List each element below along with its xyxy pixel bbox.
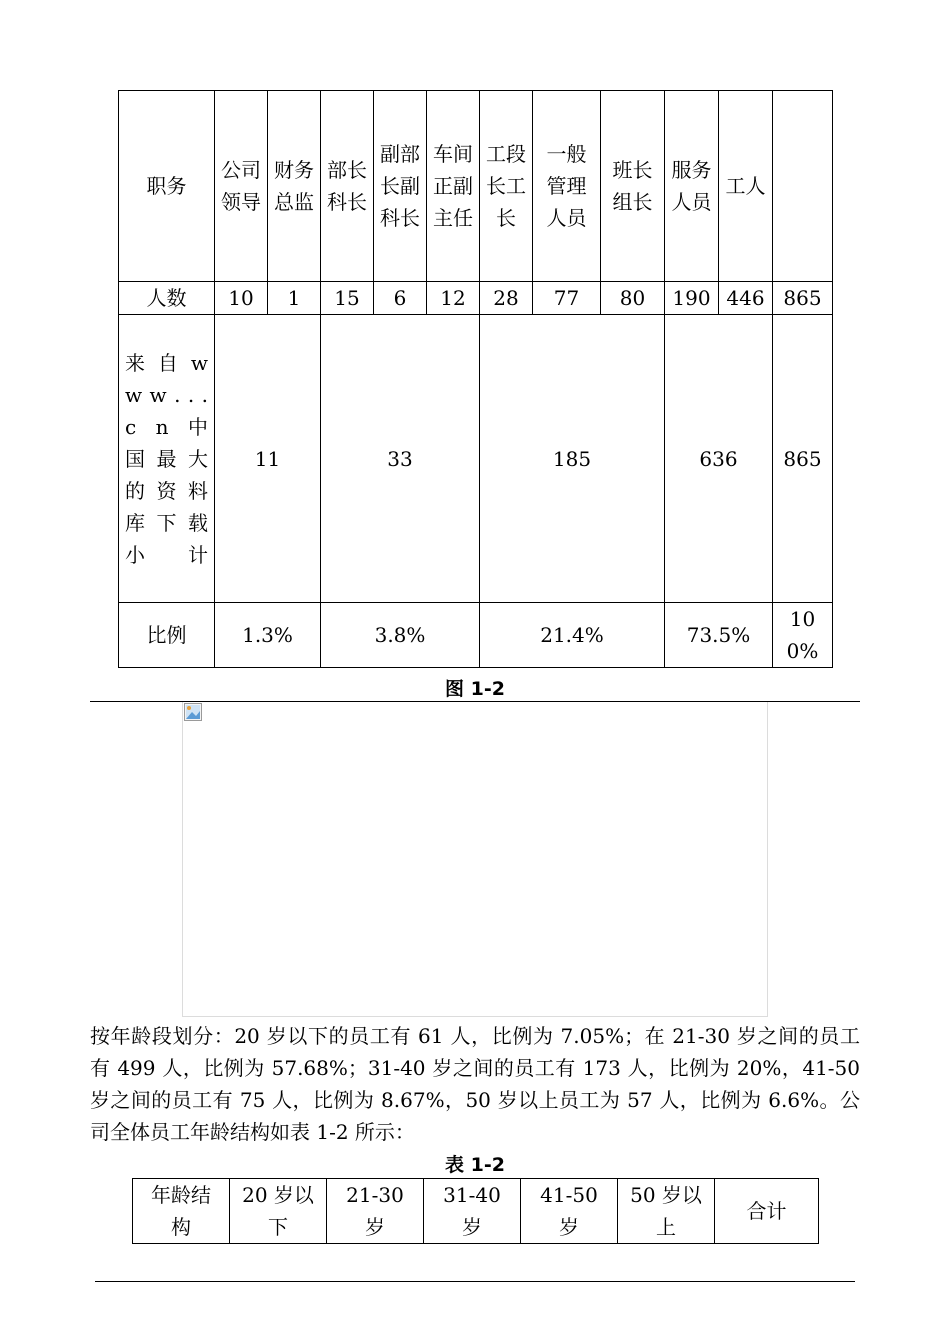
count-cell: 10 bbox=[215, 282, 268, 315]
age-structure-table bbox=[132, 1178, 819, 1244]
ratio-cell: 3.8% bbox=[321, 603, 480, 668]
position-cell: 工人 bbox=[719, 91, 773, 282]
table-caption: 表 1-2 bbox=[445, 1154, 505, 1176]
subtotal-cell: 11 bbox=[215, 315, 321, 603]
count-cell: 1 bbox=[268, 282, 321, 315]
count-cell: 6 bbox=[374, 282, 427, 315]
broken-image-frame bbox=[182, 702, 768, 1017]
staff-position-table bbox=[118, 90, 833, 668]
figure-caption: 图 1-2 bbox=[445, 678, 505, 700]
age-header-cell: 31-40 岁 bbox=[424, 1179, 521, 1244]
count-cell: 865 bbox=[773, 282, 833, 315]
footer-line bbox=[95, 1281, 855, 1282]
position-cell: 一般管理人员 bbox=[533, 91, 601, 282]
position-cell-total bbox=[773, 91, 833, 282]
count-cell: 80 bbox=[601, 282, 665, 315]
position-cell: 车间正副主任 bbox=[427, 91, 480, 282]
position-cell: 财务总监 bbox=[268, 91, 321, 282]
position-cell: 工段长工长 bbox=[480, 91, 533, 282]
ratio-cell: 21.4% bbox=[480, 603, 665, 668]
count-cell: 190 bbox=[665, 282, 719, 315]
count-cell: 12 bbox=[427, 282, 480, 315]
ratio-cell: 100% bbox=[773, 603, 833, 668]
position-header-label: 职务 bbox=[119, 91, 215, 282]
position-cell: 部长科长 bbox=[321, 91, 374, 282]
subtotal-row bbox=[119, 315, 833, 603]
age-header-cell: 20 岁以下 bbox=[230, 1179, 327, 1244]
count-cell: 446 bbox=[719, 282, 773, 315]
subtotal-label: 来 自 w w w . . . c n 中 国 最 大 的 资 料库 下 载小计 bbox=[119, 315, 215, 603]
count-row bbox=[119, 282, 833, 315]
age-header-row bbox=[133, 1179, 819, 1244]
age-header-cell: 年龄结构 bbox=[133, 1179, 230, 1244]
position-header-row bbox=[119, 91, 833, 282]
position-cell: 公司领导 bbox=[215, 91, 268, 282]
position-cell: 班长组长 bbox=[601, 91, 665, 282]
count-cell: 77 bbox=[533, 282, 601, 315]
subtotal-cell: 185 bbox=[480, 315, 665, 603]
subtotal-cell: 636 bbox=[665, 315, 773, 603]
age-header-cell: 50 岁以上 bbox=[618, 1179, 715, 1244]
ratio-cell: 1.3% bbox=[215, 603, 321, 668]
subtotal-cell: 865 bbox=[773, 315, 833, 603]
count-cell: 28 bbox=[480, 282, 533, 315]
age-header-cell: 21-30 岁 bbox=[327, 1179, 424, 1244]
position-cell: 副部长副科长 bbox=[374, 91, 427, 282]
subtotal-cell: 33 bbox=[321, 315, 480, 603]
ratio-cell: 73.5% bbox=[665, 603, 773, 668]
age-header-cell: 合计 bbox=[715, 1179, 819, 1244]
paragraph-text: 按年龄段划分：20 岁以下的员工有 61 人，比例为 7.05%；在 21-30 岁之间的员工有 499 人，比例为 57.68%；31-40 岁之间的员工有 173 人，比例为 20%，41-50 岁之间的员工有 75 人，比例为 8.67%，50 岁以上员工为 57 人，比例为 6.6%。公司全体员工年龄结构如表 1-2 所示： bbox=[90, 1024, 860, 1144]
age-structure-paragraph bbox=[90, 1020, 860, 1148]
count-cell: 15 bbox=[321, 282, 374, 315]
age-header-cell: 41-50 岁 bbox=[521, 1179, 618, 1244]
count-label: 人数 bbox=[119, 282, 215, 315]
broken-image-icon bbox=[184, 703, 202, 721]
position-cell: 服务人员 bbox=[665, 91, 719, 282]
ratio-label: 比例 bbox=[119, 603, 215, 668]
ratio-row bbox=[119, 603, 833, 668]
